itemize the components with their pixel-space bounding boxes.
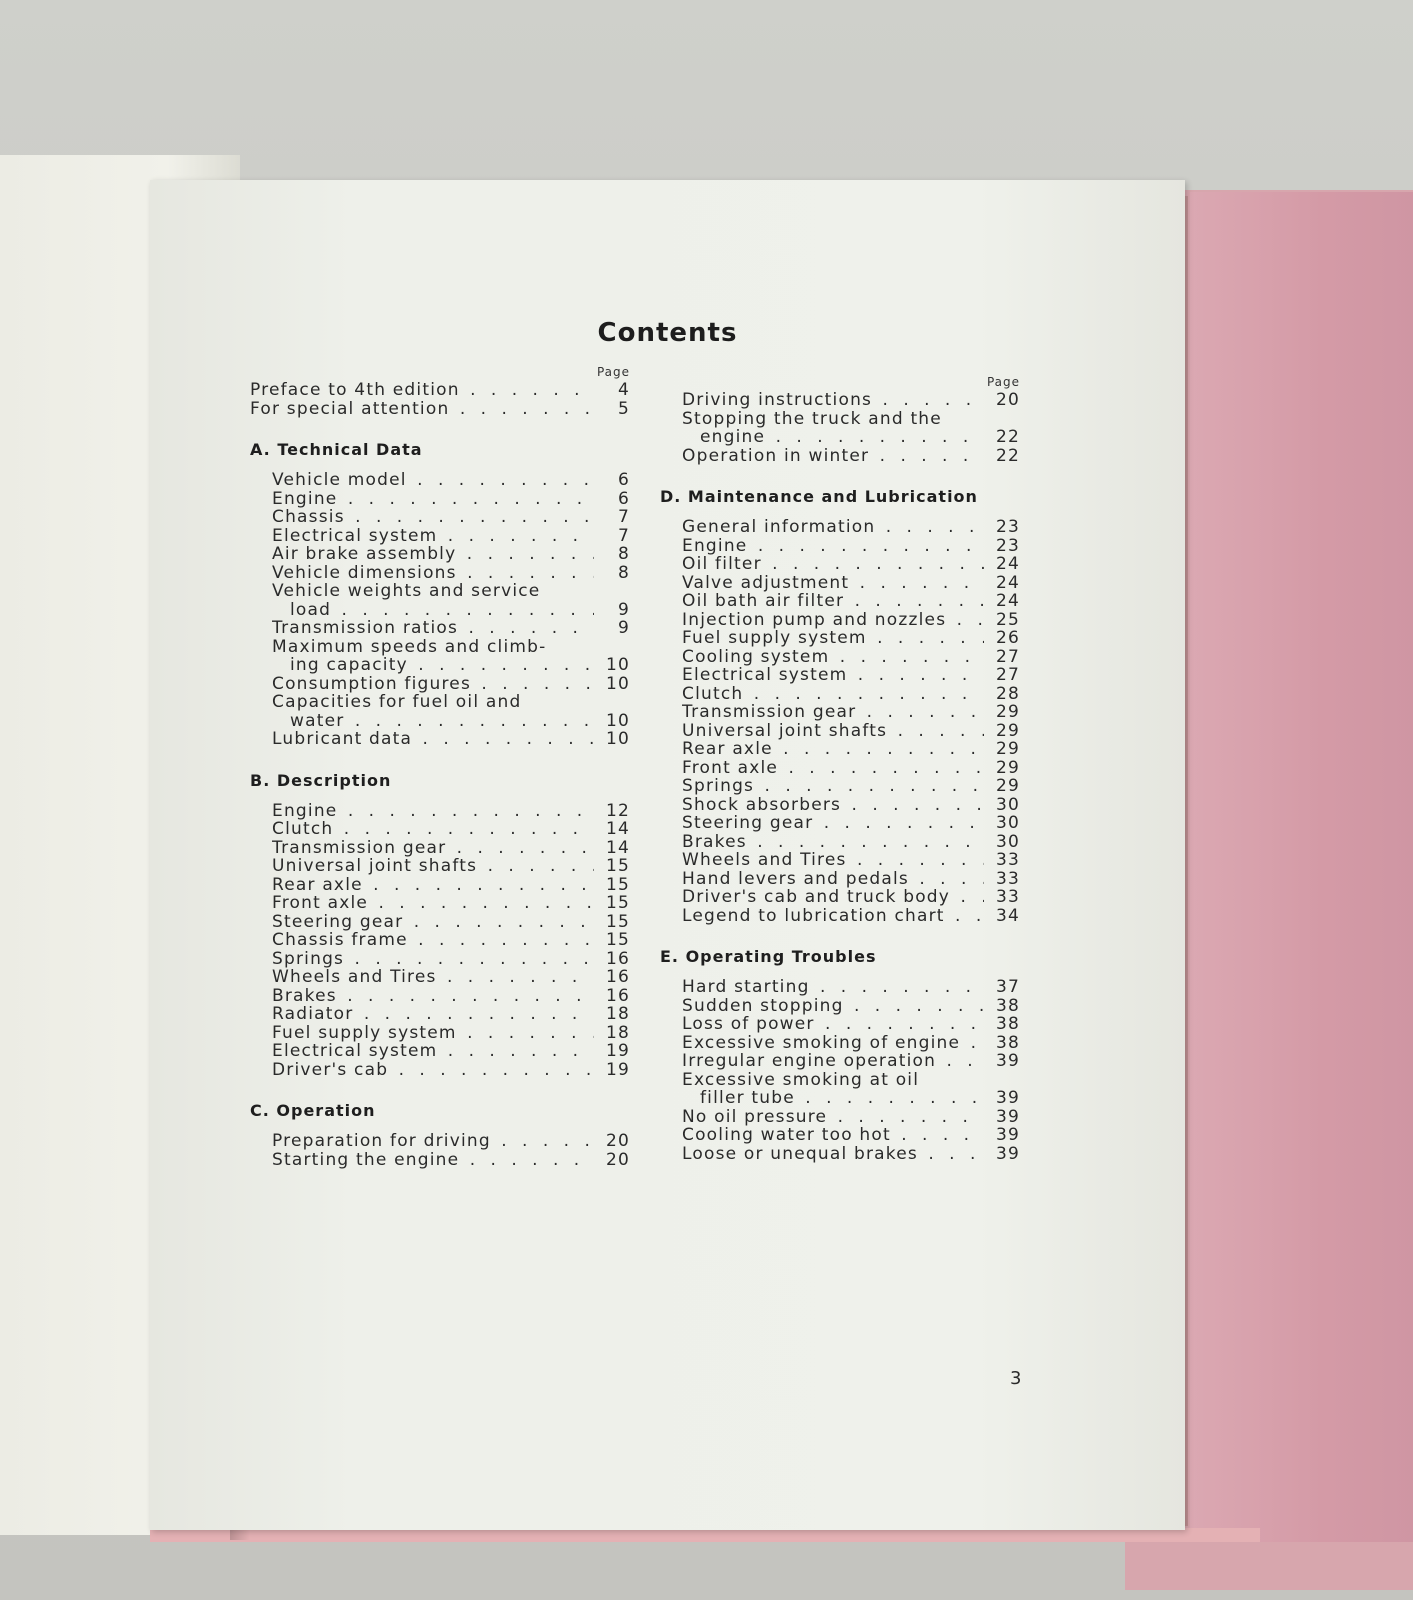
toc-entry (682, 907, 1020, 926)
toc-entry-page: 6 (617, 488, 630, 509)
toc-entry-page: 34 (995, 905, 1020, 926)
toc-entry-label: For special attention . . . (250, 400, 594, 419)
toc-entry-page: 6 (617, 470, 630, 490)
toc-entry-label: Vehicle weights and service (272, 582, 541, 601)
toc-entry (250, 381, 630, 400)
toc-entry (682, 685, 1020, 704)
toc-entry-page: 5 (617, 398, 630, 419)
toc-entry-label: Cooling water too hot . . . (682, 1126, 984, 1145)
toc-entry-label: Valve adjustment . . . (682, 574, 984, 593)
toc-entry (682, 410, 1020, 429)
toc-entry-page: 15 (605, 930, 630, 950)
toc-entry (272, 675, 630, 694)
toc-entry-label: Capacities for fuel oil and (272, 693, 522, 712)
toc-entry-label: water . . . (290, 712, 594, 731)
toc-entry-label: Rear axle . . . (682, 740, 984, 759)
operation-continued-list (660, 391, 1020, 465)
toc-entry-page: 16 (605, 985, 630, 1006)
section-heading-c: C. Operation (250, 1101, 376, 1120)
toc-entry-page: 30 (995, 831, 1020, 852)
front-matter-list (250, 381, 630, 418)
toc-entry-page: 39 (995, 1125, 1020, 1145)
toc-entry-label: Cooling system . . . (682, 648, 984, 667)
toc-entry-page: 10 (605, 729, 630, 749)
section-d-list (660, 518, 1020, 925)
toc-entry (682, 703, 1020, 722)
toc-entry (272, 802, 630, 821)
toc-entry (272, 582, 630, 601)
toc-entry-page: 24 (995, 591, 1020, 611)
toc-entry (272, 857, 630, 876)
toc-entry (272, 987, 630, 1006)
toc-entry-page: 25 (995, 609, 1020, 630)
toc-entry-label: Preface to 4th edition . . . (250, 381, 594, 400)
toc-entry (682, 777, 1020, 796)
page-title: Contents (597, 318, 738, 348)
toc-entry-page: 30 (995, 794, 1020, 815)
toc-entry-label: Springs . . . (272, 950, 594, 969)
toc-entry (272, 1042, 630, 1061)
toc-entry-label: Engine . . . (272, 802, 594, 821)
toc-entry-page: 18 (605, 1004, 630, 1024)
toc-entry (272, 968, 630, 987)
toc-entry-label: Chassis . . . (272, 508, 594, 527)
toc-entry-label: No oil pressure . . . (682, 1108, 984, 1127)
toc-entry-page: 20 (605, 1131, 630, 1151)
toc-entry-page: 23 (995, 535, 1020, 556)
toc-entry-page: 7 (617, 525, 630, 546)
toc-entry-label: Electrical system . . . (682, 666, 984, 685)
toc-entry-page: 4 (617, 380, 630, 400)
toc-entry-label: Irregular engine operation . . . (682, 1052, 984, 1071)
toc-entry-page: 28 (995, 683, 1020, 704)
toc-entry-page: 30 (995, 813, 1020, 833)
toc-entry (682, 555, 1020, 574)
toc-entry-page: 29 (995, 739, 1020, 759)
toc-entry (682, 759, 1020, 778)
toc-entry-label: Vehicle dimensions . . . (272, 564, 594, 583)
toc-entry-page: 15 (605, 911, 630, 932)
toc-entry-label: Air brake assembly . . . (272, 545, 594, 564)
toc-entry (682, 666, 1020, 685)
toc-entry-label: Stopping the truck and the (682, 409, 942, 428)
toc-entry (682, 611, 1020, 630)
toc-entry (682, 574, 1020, 593)
toc-entry-page: 39 (995, 1051, 1020, 1071)
toc-entry (682, 978, 1020, 997)
toc-entry-continuation (272, 656, 630, 675)
toc-entry-continuation (682, 428, 1020, 447)
toc-entry-label: Excessive smoking of engine . . . (682, 1034, 984, 1053)
toc-entry-label: Starting the engine . . . (272, 1151, 594, 1170)
toc-entry (272, 638, 630, 657)
toc-entry-continuation (272, 601, 630, 620)
contents-column-left (250, 365, 630, 1169)
toc-entry-page: 23 (995, 517, 1020, 537)
toc-entry-page: 29 (995, 776, 1020, 796)
toc-entry (272, 619, 630, 638)
toc-entry-label: Front axle . . . (272, 894, 594, 913)
toc-entry-page: 38 (995, 1014, 1020, 1034)
toc-entry-label: Clutch . . . (682, 685, 984, 704)
toc-entry-label: Transmission gear . . . (272, 839, 594, 858)
toc-entry-label: ing capacity . . . (290, 656, 594, 675)
toc-entry-label: Driver's cab and truck body . . . (682, 888, 984, 907)
page-number: 3 (1010, 1368, 1022, 1389)
toc-entry-label: Vehicle model . . . (272, 471, 594, 490)
section-heading-b: B. Description (250, 770, 392, 790)
toc-entry-label: Radiator . . . (272, 1005, 594, 1024)
section-heading-a: A. Technical Data (250, 440, 423, 459)
toc-entry (682, 447, 1020, 466)
toc-entry-continuation (272, 712, 630, 731)
toc-entry-continuation (682, 1089, 1020, 1108)
toc-entry (272, 1024, 630, 1043)
toc-entry (272, 1005, 630, 1024)
toc-entry (682, 1071, 1020, 1090)
toc-entry (682, 870, 1020, 889)
pink-cover-flap (1190, 192, 1413, 1542)
toc-entry (682, 1015, 1020, 1034)
toc-entry (272, 931, 630, 950)
toc-entry-label: Wheels and Tires . . . (682, 851, 984, 870)
toc-entry (272, 730, 630, 749)
toc-entry (272, 545, 630, 564)
toc-entry-page: 18 (605, 1022, 630, 1043)
toc-entry-label: Brakes . . . (682, 833, 984, 852)
toc-entry-page: 33 (995, 887, 1020, 907)
toc-entry-page: 39 (995, 1143, 1020, 1164)
toc-entry (272, 471, 630, 490)
toc-entry (250, 400, 630, 419)
section-b-list (250, 802, 630, 1080)
toc-entry-page: 20 (995, 390, 1020, 410)
toc-entry-label: Lubricant data . . . (272, 730, 594, 749)
toc-entry-label: Maximum speeds and climb- (272, 637, 547, 656)
toc-entry-label: filler tube . . . (700, 1089, 984, 1108)
toc-entry (272, 527, 630, 546)
toc-entry-label: Driver's cab . . . (272, 1061, 594, 1080)
toc-entry (682, 888, 1020, 907)
toc-entry (272, 820, 630, 839)
toc-entry (682, 537, 1020, 556)
page-column-heading: Page (596, 365, 630, 379)
contents-column-right (660, 375, 1020, 1163)
toc-entry-label: Transmission ratios . . . (272, 619, 594, 638)
toc-entry-page: 39 (995, 1088, 1020, 1108)
toc-entry-page: 38 (995, 995, 1020, 1016)
toc-entry-label: Legend to lubrication chart . . . (682, 907, 984, 926)
pink-cover-edge (150, 1528, 1260, 1542)
toc-entry (272, 839, 630, 858)
toc-entry-page: 14 (605, 819, 630, 839)
section-a-list (250, 471, 630, 749)
toc-entry (272, 564, 630, 583)
toc-entry (272, 1151, 630, 1170)
toc-entry-label: load . . . (290, 601, 594, 620)
toc-entry-label: Front axle . . . (682, 759, 984, 778)
toc-entry-label: Injection pump and nozzles . . . (682, 611, 984, 630)
toc-entry-label: Chassis frame . . . (272, 931, 594, 950)
toc-entry-label: General information . . . (682, 518, 984, 537)
toc-entry (682, 740, 1020, 759)
toc-entry (682, 997, 1020, 1016)
section-c-list (250, 1132, 630, 1169)
toc-entry-label: Hard starting . . . (682, 978, 984, 997)
toc-entry-page: 16 (605, 967, 630, 987)
toc-entry-page: 19 (605, 1059, 630, 1080)
toc-entry (682, 391, 1020, 410)
toc-entry-label: Brakes . . . (272, 987, 594, 1006)
toc-entry-label: Steering gear . . . (272, 913, 594, 932)
toc-entry-page: 15 (605, 856, 630, 876)
section-heading-d: D. Maintenance and Lubrication (660, 487, 978, 506)
toc-entry-page: 10 (605, 655, 630, 675)
toc-entry (272, 1061, 630, 1080)
toc-entry-page: 20 (605, 1149, 630, 1170)
toc-entry-label: Preparation for driving . . . (272, 1132, 594, 1151)
toc-entry-page: 19 (605, 1041, 630, 1061)
section-heading-e: E. Operating Troubles (660, 947, 877, 966)
toc-entry-page: 10 (605, 673, 630, 694)
toc-entry-label: Hand levers and pedals . . . (682, 870, 984, 889)
toc-entry-page: 14 (605, 837, 630, 858)
toc-entry-page: 10 (605, 710, 630, 731)
toc-entry-label: Universal joint shafts . . . (272, 857, 594, 876)
toc-entry-label: Electrical system . . . (272, 1042, 594, 1061)
toc-entry-label: Transmission gear . . . (682, 703, 984, 722)
contents-page (150, 180, 1185, 1530)
toc-entry-page: 29 (995, 720, 1020, 741)
toc-entry-page: 15 (605, 893, 630, 913)
toc-entry-label: Wheels and Tires . . . (272, 968, 594, 987)
toc-entry (272, 913, 630, 932)
toc-entry-label: Steering gear . . . (682, 814, 984, 833)
toc-entry-page: 9 (617, 618, 630, 638)
toc-entry (272, 508, 630, 527)
toc-entry-page: 16 (605, 948, 630, 969)
toc-entry-page: 24 (995, 554, 1020, 574)
toc-entry (272, 876, 630, 895)
toc-entry-page: 33 (995, 868, 1020, 889)
toc-entry-page: 12 (605, 800, 630, 821)
toc-entry (682, 833, 1020, 852)
toc-entry-label: Springs . . . (682, 777, 984, 796)
toc-entry (682, 1034, 1020, 1053)
toc-entry-page: 8 (617, 544, 630, 564)
toc-entry-label: Fuel supply system . . . (272, 1024, 594, 1043)
toc-entry (272, 950, 630, 969)
toc-entry-label: Loose or unequal brakes . . . (682, 1145, 984, 1164)
toc-entry-page: 38 (995, 1032, 1020, 1053)
toc-entry-label: Electrical system . . . (272, 527, 594, 546)
toc-entry-page: 33 (995, 850, 1020, 870)
toc-entry-label: engine . . . (700, 428, 984, 447)
toc-entry (682, 1052, 1020, 1071)
toc-entry-page: 27 (995, 665, 1020, 685)
toc-entry (682, 1145, 1020, 1164)
toc-entry (682, 796, 1020, 815)
toc-entry-label: Loss of power . . . (682, 1015, 984, 1034)
toc-entry-label: Clutch . . . (272, 820, 594, 839)
toc-entry-page: 29 (995, 702, 1020, 722)
toc-entry-label: Excessive smoking at oil (682, 1070, 920, 1089)
toc-entry-label: Shock absorbers . . . (682, 796, 984, 815)
toc-entry-page: 27 (995, 646, 1020, 667)
toc-entry (682, 722, 1020, 741)
toc-entry-page: 37 (995, 977, 1020, 997)
toc-entry-label: Engine . . . (682, 537, 984, 556)
toc-entry (682, 814, 1020, 833)
toc-entry (682, 1126, 1020, 1145)
toc-entry-page: 9 (617, 599, 630, 620)
toc-entry (272, 1132, 630, 1151)
toc-entry (682, 518, 1020, 537)
toc-entry-label: Rear axle . . . (272, 876, 594, 895)
section-e-list (660, 978, 1020, 1163)
toc-entry-page: 24 (995, 572, 1020, 593)
toc-entry (682, 851, 1020, 870)
toc-entry (682, 592, 1020, 611)
toc-entry-page: 26 (995, 628, 1020, 648)
toc-entry (682, 648, 1020, 667)
toc-entry-page: 8 (617, 562, 630, 583)
page-column-heading-right: Page (986, 375, 1020, 389)
toc-entry-label: Driving instructions . . . (682, 391, 984, 410)
toc-entry-label: Operation in winter . . . (682, 447, 984, 466)
toc-entry-label: Engine . . . (272, 490, 594, 509)
toc-entry-page: 22 (995, 445, 1020, 466)
toc-entry (682, 1108, 1020, 1127)
toc-entry (272, 894, 630, 913)
toc-entry-label: Fuel supply system . . . (682, 629, 984, 648)
toc-entry-label: Oil bath air filter . . . (682, 592, 984, 611)
toc-entry-page: 7 (617, 507, 630, 527)
toc-entry (272, 490, 630, 509)
toc-entry-page: 39 (995, 1106, 1020, 1127)
toc-entry (682, 629, 1020, 648)
toc-entry (272, 693, 630, 712)
toc-entry-page: 15 (605, 874, 630, 895)
toc-entry-page: 22 (995, 427, 1020, 447)
toc-entry-page: 29 (995, 757, 1020, 778)
toc-entry-label: Sudden stopping . . . (682, 997, 984, 1016)
toc-entry-label: Universal joint shafts . . . (682, 722, 984, 741)
toc-entry-label: Oil filter . . . (682, 555, 984, 574)
toc-entry-label: Consumption figures . . . (272, 675, 594, 694)
